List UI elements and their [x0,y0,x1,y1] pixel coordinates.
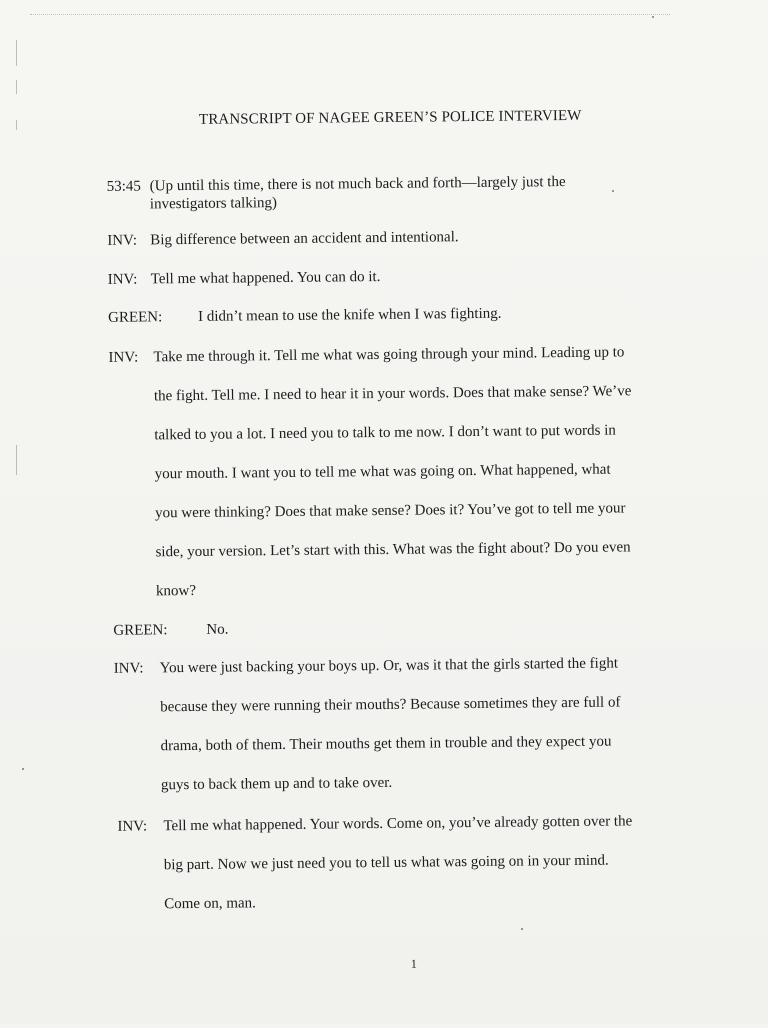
speaker-label-inv: INV: [108,349,139,366]
timestamp-label: 53:45 [106,178,141,195]
speaker-label-green: GREEN: [107,309,163,326]
entry-line: big part. Now we just need you to tell us what was going on in your mind. [163,852,609,874]
transcript-title: TRANSCRIPT OF NAGEE GREEN’S POLICE INTERVIEW [198,107,582,128]
entry-line: Tell me what happened. Your words. Come on, you’ve already gotten over the [163,813,633,835]
entry-line: know? [155,582,197,600]
entry-line: investigators talking) [149,195,278,213]
entry-line: (Up until this time, there is not much back and forth—largely just the [149,174,566,195]
entry-line: the fight. Tell me. I need to hear it in your words. Does that make sense? We’ve [153,383,632,405]
entry-line: No. [206,621,229,638]
entry-line: side, your version. Let’s start with this. What was the fight about? Do you even [155,539,631,561]
speaker-label-inv: INV: [113,660,144,677]
entry-line: You were just backing your boys up. Or, was it that the girls started the fight [159,655,619,677]
entry-line: I didn’t mean to use the knife when I was fighting. [197,305,502,325]
speaker-label-inv: INV: [107,271,138,288]
entry-line: drama, both of them. Their mouths get them in trouble and they expect you [160,733,612,755]
entry-line: you were thinking? Does that make sense? Does it? You’ve got to tell me your [155,500,626,522]
entry-line: your mouth. I want you to tell me what was going on. What happened, what [154,461,611,483]
speaker-label-inv: INV: [117,818,148,835]
speaker-label-green: GREEN: [113,622,168,639]
entry-line: because they were running their mouths? Because sometimes they are full of [160,694,621,716]
speaker-label-inv: INV: [107,232,138,249]
entry-line: Big difference between an accident and intentional. [150,229,459,249]
entry-line: Take me through it. Tell me what was going through your mind. Leading up to [153,344,625,366]
entry-line: talked to you a lot. I need you to talk to me now. I don’t want to put words in [154,422,616,444]
entry-line: Tell me what happened. You can do it. [150,268,381,288]
entry-line: guys to back them up and to take over. [160,774,393,794]
page-number: 1 [410,956,417,971]
entry-line: Come on, man. [164,895,256,913]
